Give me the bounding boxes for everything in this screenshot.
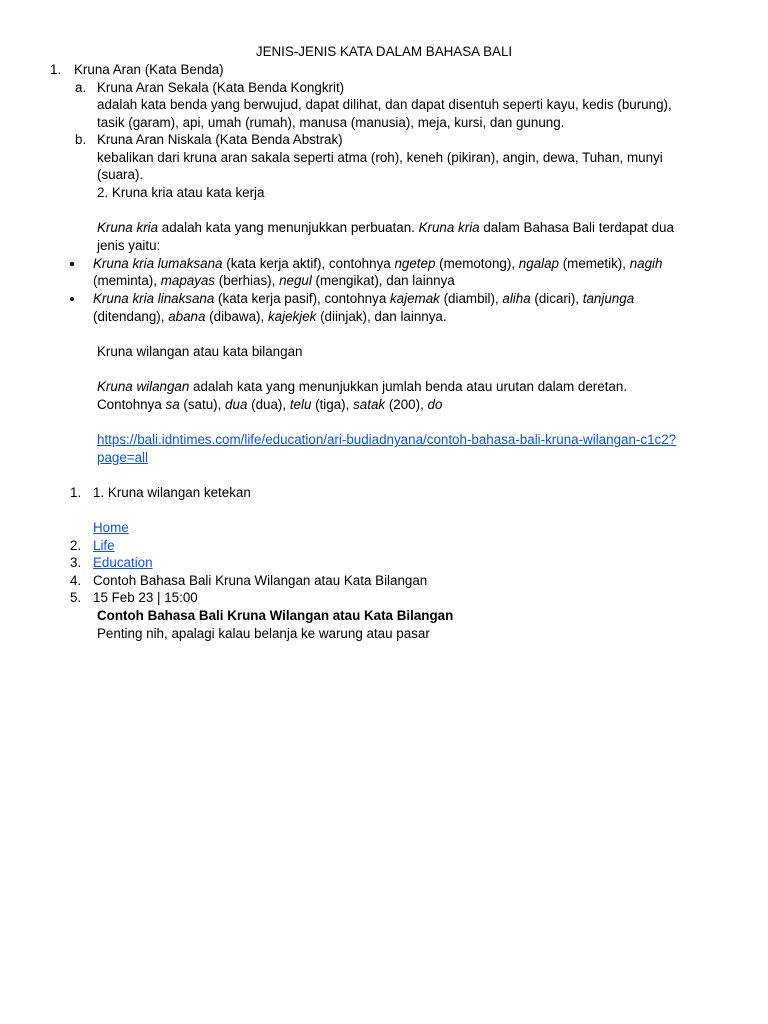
paragraph-line [97, 396, 442, 414]
text-run: (memetik), [559, 256, 630, 271]
italic-term: ngetep [394, 256, 436, 271]
italic-term: Kruna kria [97, 220, 159, 235]
list-number: 1. [50, 62, 62, 77]
text-run: Contohnya [97, 397, 166, 412]
bullet-icon [70, 262, 74, 266]
italic-term: telu [289, 397, 312, 412]
breadcrumb-education-link[interactable]: Education [93, 555, 153, 570]
italic-term: Kruna wilangan [97, 379, 190, 394]
italic-term: dua [225, 397, 248, 412]
italic-term: nagih [629, 256, 663, 271]
text-run: (meminta), [93, 273, 161, 288]
paragraph-line: (suara). [97, 167, 144, 182]
text-run: (kata kerja aktif), contohnya [222, 256, 395, 271]
document-title: JENIS-JENIS KATA DALAM BAHASA BALI [255, 44, 513, 59]
italic-term: kajekjek [267, 309, 317, 324]
list-item: 15 Feb 23 | 15:00 [93, 590, 198, 605]
italic-term: Kruna kria lumaksana [93, 256, 223, 271]
text-run: (satu), [179, 397, 226, 412]
text-run: (dibawa), [205, 309, 268, 324]
article-subtitle: Penting nih, apalagi kalau belanja ke warung atau pasar [97, 626, 430, 641]
text-run: (tiga), [311, 397, 354, 412]
list-marker: a. [75, 80, 87, 95]
text-run: (mengikat), dan lainnya [311, 273, 455, 288]
paragraph-line: jenis yaitu: [97, 238, 161, 253]
italic-term: abana [168, 309, 206, 324]
text-run: (dicari), [530, 291, 583, 306]
italic-term: Kruna kria [418, 220, 480, 235]
text-run: adalah kata yang menunjukkan jumlah benda atau urutan dalam deretan. [189, 379, 628, 394]
subsection-heading: Kruna Aran Niskala (Kata Benda Abstrak) [97, 132, 343, 147]
list-number: 5. [70, 590, 82, 605]
text-run: adalah kata yang menunjukkan perbuatan. [158, 220, 419, 235]
italic-term: negul [279, 273, 312, 288]
text-run: (diinjak), dan lainnya. [316, 309, 447, 324]
list-item: Contoh Bahasa Bali Kruna Wilangan atau Kata Bilangan [93, 573, 428, 588]
bullet-line [93, 308, 447, 326]
paragraph-line [97, 378, 627, 396]
text-run: (ditendang), [93, 309, 169, 324]
bullet-line [93, 255, 662, 273]
list-number: 4. [70, 573, 82, 588]
list-marker: b. [75, 132, 87, 147]
paragraph-line: 2. Kruna kria atau kata kerja [97, 185, 265, 200]
section-heading: Kruna wilangan atau kata bilangan [97, 344, 303, 359]
italic-term: sa [165, 397, 180, 412]
paragraph-line: adalah kata benda yang berwujud, dapat dilihat, dan dapat disentuh seperti kayu, kedis (burung), [97, 97, 672, 112]
text-run: (memotong), [435, 256, 519, 271]
paragraph-line: tasik (garam), api, umah (rumah), manusa (manusia), meja, kursi, dan gunung. [97, 115, 565, 130]
subsection-heading: Kruna Aran Sekala (Kata Benda Kongkrit) [97, 80, 345, 95]
breadcrumb-life-link[interactable]: Life [93, 538, 115, 553]
italic-term: ngalap [518, 256, 559, 271]
list-number: 1. [70, 485, 82, 500]
breadcrumb-home-link[interactable]: Home [93, 520, 129, 535]
text-run: (diambil), [439, 291, 503, 306]
text-run: (berhias), [215, 273, 280, 288]
italic-term: aliha [502, 291, 531, 306]
list-item: 1. Kruna wilangan ketekan [93, 485, 251, 500]
italic-term: do [427, 397, 443, 412]
bullet-icon [70, 297, 74, 301]
text-run: (dua), [247, 397, 290, 412]
italic-term: satak [353, 397, 386, 412]
italic-term: tanjunga [582, 291, 635, 306]
paragraph-line: kebalikan dari kruna aran sakala seperti atma (roh), keneh (pikiran), angin, dewa, Tuhan, munyi [97, 150, 663, 165]
paragraph-line [97, 219, 674, 237]
article-title: Contoh Bahasa Bali Kruna Wilangan atau Kata Bilangan [97, 608, 454, 623]
italic-term: mapayas [160, 273, 216, 288]
text-run: (200), [385, 397, 428, 412]
bullet-line [93, 290, 634, 308]
source-link[interactable]: https://bali.idntimes.com/life/education/ari-budiadnyana/contoh-bahasa-bali-kruna-wilangan-c1c2? [97, 432, 677, 447]
text-run: dalam Bahasa Bali terdapat dua [479, 220, 674, 235]
source-link-continued[interactable]: page=all [97, 450, 149, 465]
section-heading: Kruna Aran (Kata Benda) [74, 62, 224, 77]
list-number: 3. [70, 555, 82, 570]
text-run: (kata kerja pasif), contohnya [214, 291, 390, 306]
list-number: 2. [70, 538, 82, 553]
italic-term: Kruna kria linaksana [93, 291, 215, 306]
italic-term: kajemak [389, 291, 440, 306]
bullet-line [93, 272, 455, 290]
